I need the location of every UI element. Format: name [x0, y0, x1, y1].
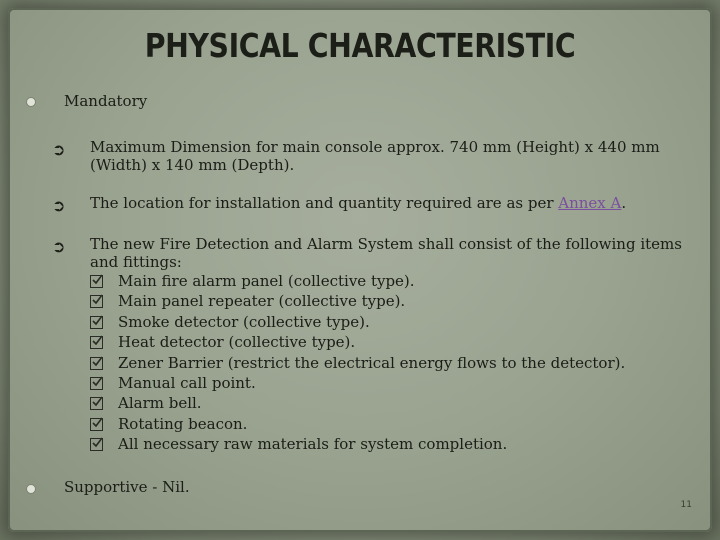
item-location: [90, 194, 710, 212]
supportive-heading: Supportive - Nil.: [64, 478, 190, 496]
checklist-item: Main panel repeater (collective type).: [118, 292, 406, 310]
checklist-item: Zener Barrier (restrict the electrical energy flows to the detector).: [118, 354, 626, 372]
checkbox-icon: [90, 397, 103, 410]
checklist-item: Alarm bell.: [118, 394, 202, 412]
item-system: The new Fire Detection and Alarm System shall consist of the following items and fittings:: [90, 235, 682, 271]
arrow-bullet-icon: ➲: [52, 196, 66, 215]
mandatory-heading: Mandatory: [64, 92, 148, 110]
page-number: 11: [680, 500, 692, 510]
checklist-item: Manual call point.: [118, 374, 256, 392]
arrow-bullet-icon: ➲: [52, 237, 66, 256]
item-location-text: The location for installation and quantity required are as per: [90, 194, 559, 212]
item-dimension: Maximum Dimension for main console approx. 740 mm (Height) x 440 mm (Width) x 140 mm (Depth).: [90, 138, 660, 174]
checklist-item: Smoke detector (collective type).: [118, 313, 370, 331]
bullet-dot-icon: [26, 484, 36, 494]
checkbox-icon: [90, 357, 103, 370]
checklist-item: All necessary raw materials for system completion.: [118, 435, 508, 453]
checkbox-icon: [90, 275, 103, 288]
slide-title: PHYSICAL CHARACTERISTIC: [144, 26, 576, 65]
checkbox-icon: [90, 418, 103, 431]
checkbox-icon: [90, 295, 103, 308]
item-location-end: .: [621, 194, 627, 212]
checkbox-icon: [90, 438, 103, 451]
checklist-item: Rotating beacon.: [118, 415, 248, 433]
checkbox-icon: [90, 336, 103, 349]
checklist-item: Main fire alarm panel (collective type).: [118, 272, 415, 290]
bullet-dot-icon: [26, 97, 36, 107]
checkbox-icon: [90, 377, 103, 390]
annex-a-link[interactable]: Annex A: [558, 194, 622, 212]
checklist-item: Heat detector (collective type).: [118, 333, 356, 351]
checkbox-icon: [90, 316, 103, 329]
arrow-bullet-icon: ➲: [52, 140, 66, 159]
